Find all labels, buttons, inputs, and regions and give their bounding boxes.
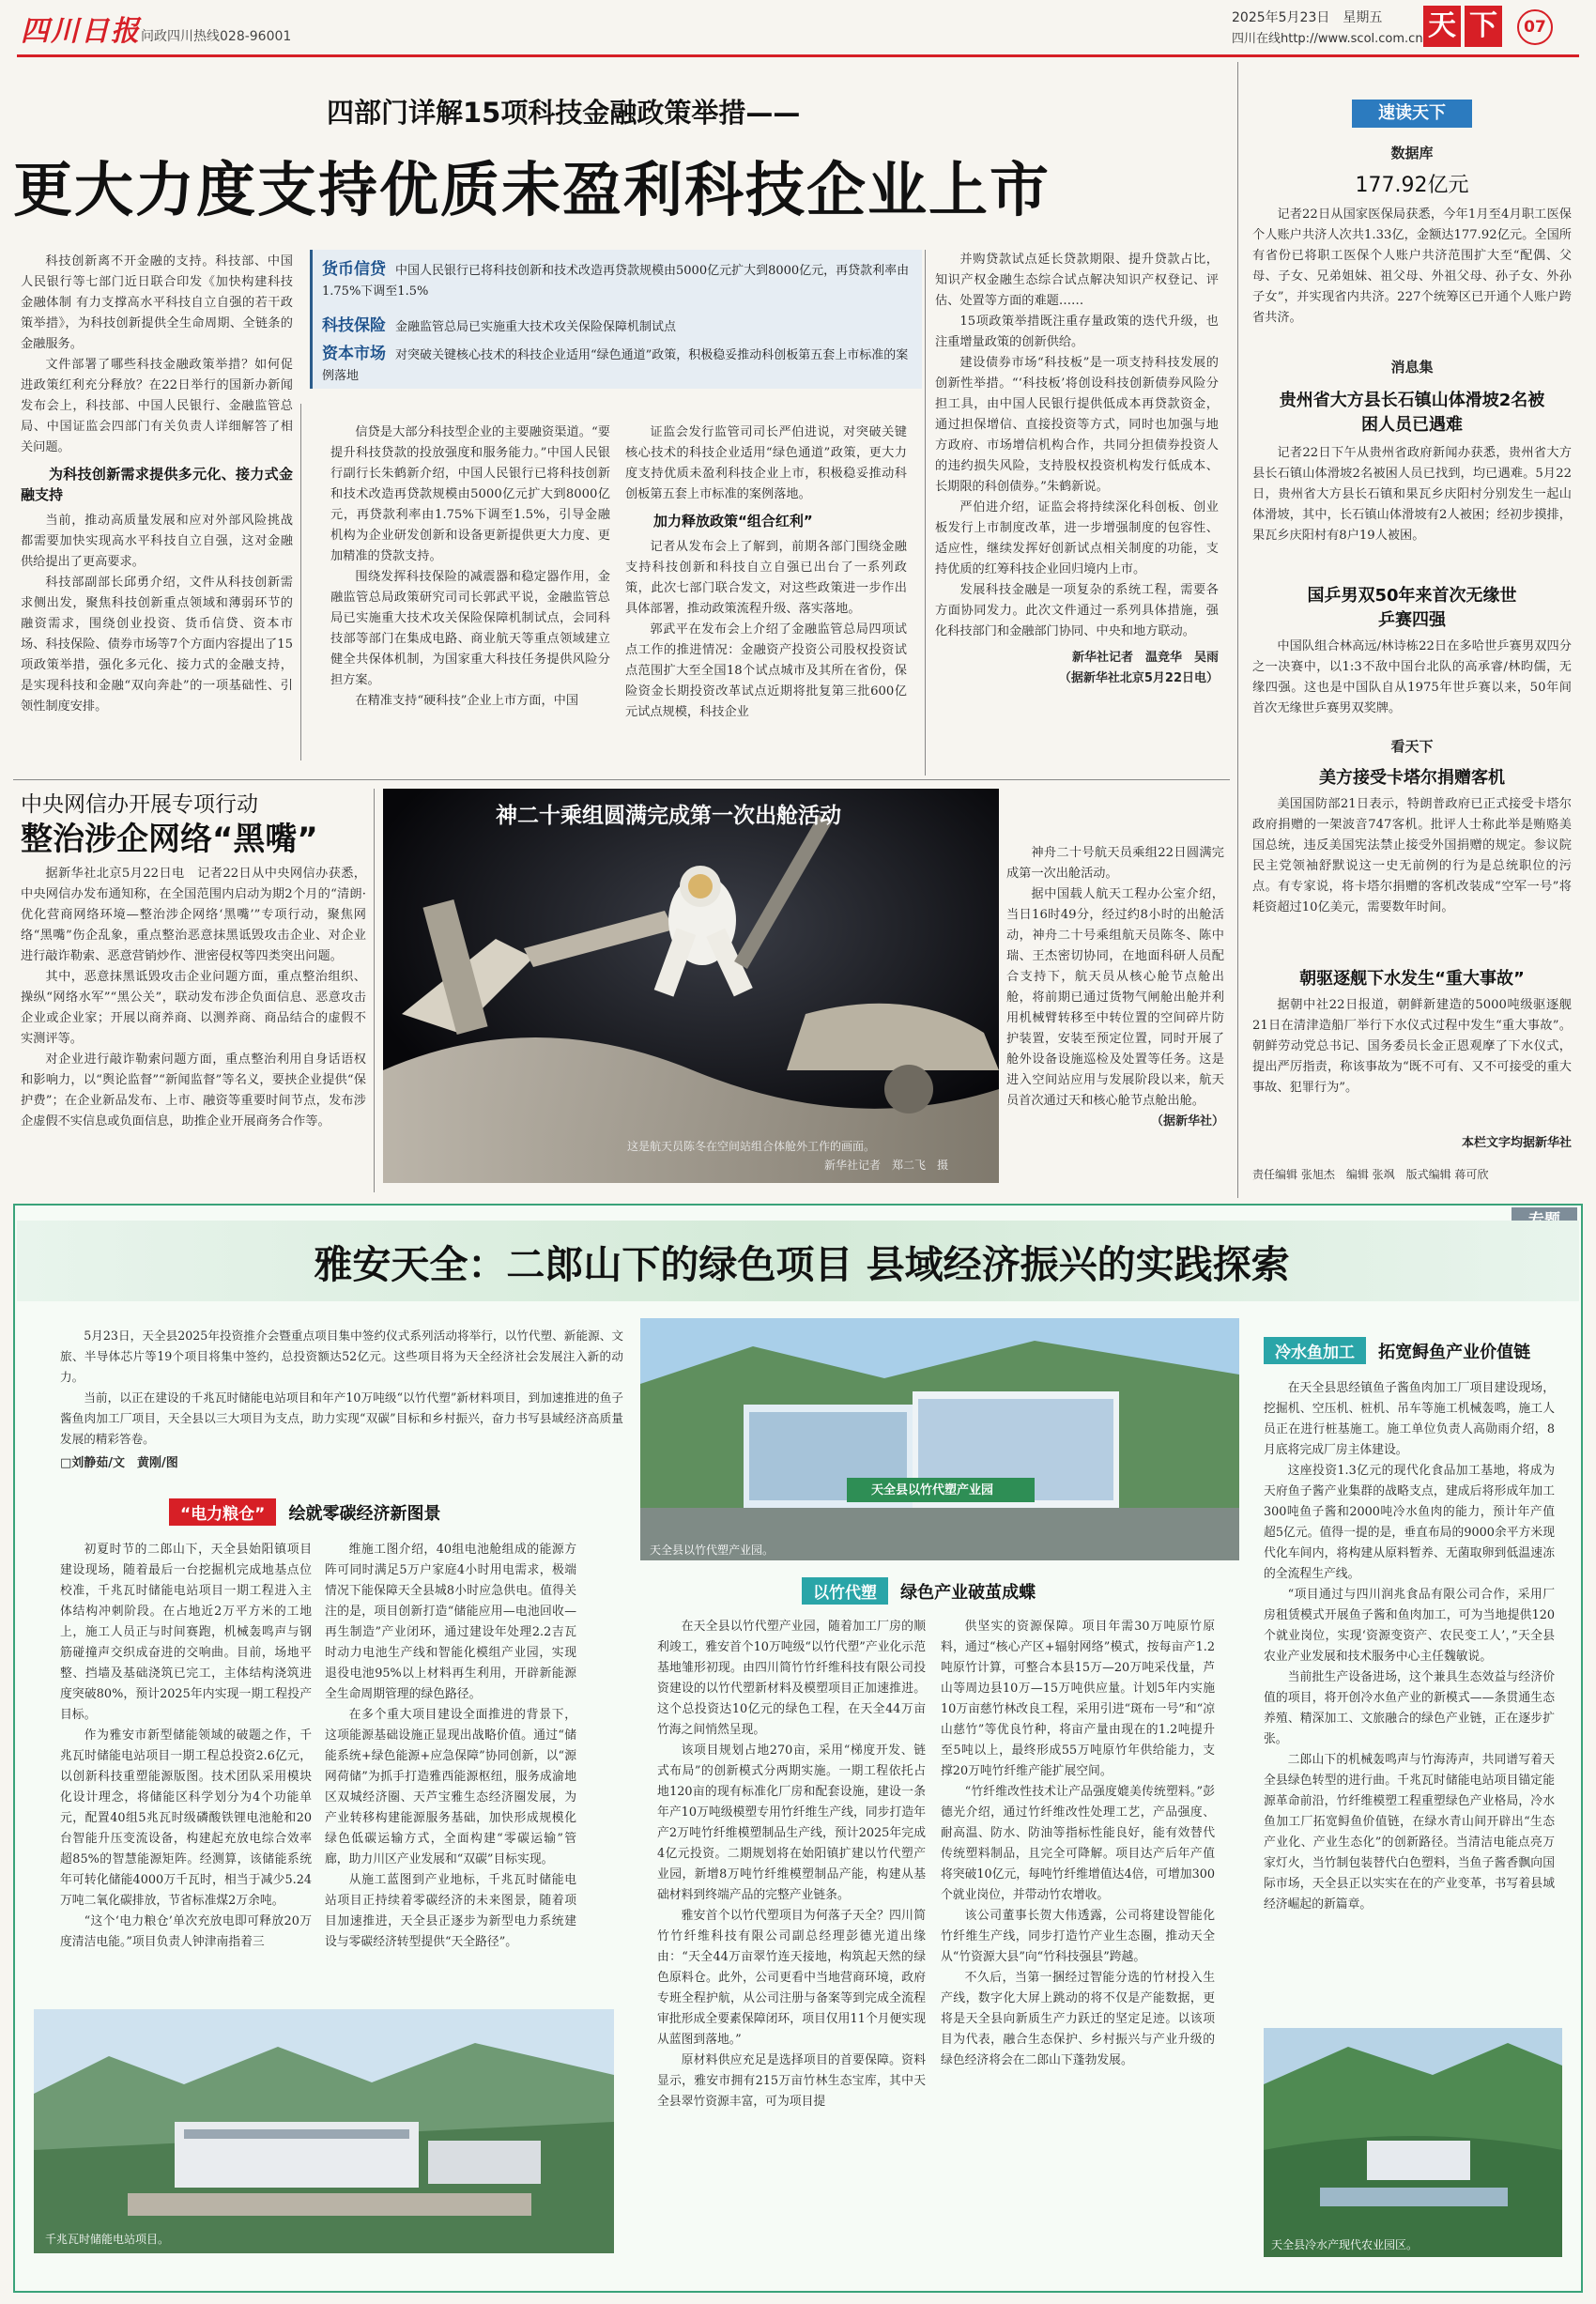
hotline: 问政四川热线028-96001 [141, 29, 292, 44]
paragraph: 据朝中社22日报道，朝鲜新建造的5000吨级驱逐舰21日在清津造船厂举行下水仪式过程中发生“重大事故”。朝鲜劳动党总书记、国务委员长金正恩观摩了下水仪式，提出严厉指责，称该事故为“既不可有、又不可接受的重大事故、犯罪行为”。 [1252, 998, 1572, 1095]
masthead-rule [17, 54, 1579, 57]
spacewalk-photo [383, 789, 999, 1183]
paragraph: “项目通过与四川润兆食品有限公司合作，采用厂房租赁模式开展鱼子酱和鱼肉加工，可为当地提供120个就业岗位，实现‘资源变资产、农民变工人’，”天全县农业产业发展和技术服务中心主任魏敏说。 [1264, 1588, 1555, 1664]
section-tag: 以竹代塑 [802, 1577, 888, 1605]
paragraph: 记者22日从国家医保局获悉，今年1月至4月职工医保个人账户共济人次共1.33亿，金额达177.92亿元。全国所有省份已将职工医保个人账户共济范围扩大至“配偶、父母、子女、兄弟姐妹、祖父母、外祖父母、孙子女、外孙子女”，并实现省内共济。227个统筹区已开通个人账户跨省共济。 [1252, 207, 1572, 325]
paragraph: 在天全县思经镇鱼子酱鱼肉加工厂项目建设现场，挖掘机、空压机、桩机、吊车等施工机械轰鸣，施工人员正在进行桩基施工。施工单位负责人高勋雨介绍，8月底将完成厂房主体建设。 [1264, 1381, 1555, 1457]
lead-col3 [625, 422, 907, 723]
page-number: 07 [1517, 9, 1553, 45]
news-text [1252, 637, 1572, 719]
news-text [1252, 995, 1572, 1098]
section-title: 拓宽鲟鱼产业价值链 [1378, 1343, 1531, 1362]
section-label: 数据库 [1390, 145, 1434, 161]
policy-text: 金融监管总局已实施重大技术攻关保险保障机制试点 [395, 320, 677, 334]
fish-park-illustration [1264, 2028, 1562, 2257]
cyber-kicker: 中央网信办开展专项行动 [21, 792, 258, 817]
paragraph: 在精准支持“硬科技”企业上市方面，中国 [355, 694, 579, 708]
fish-park-photo [1264, 2028, 1562, 2257]
section-char: 天 [1423, 6, 1461, 47]
paragraph: 记者22日下午从贵州省政府新闻办获悉，贵州省大方县长石镇山体滑坡2名被困人员已找到，均已遇难。5月22日，贵州省大方县长石镇和果瓦乡庆阳村分别发生一起山体滑坡，其中，长石镇山体滑坡有2人被困；经初步摸排，果瓦乡庆阳村有8户19人被困。 [1252, 446, 1572, 543]
db-text [1252, 205, 1572, 329]
paragraph: 在天全县以竹代塑产业园，随着加工厂房的顺利竣工，雅安首个10万吨级“以竹代塑”产业化示范基地雏形初现。由四川简竹竹纤维科技有限公司投资建设的以竹代塑新材料及模塑项目正加速推进。这个总投资达10亿元的绿色工程，在天全44万亩竹海之间悄然呈现。 [657, 1620, 926, 1737]
sec1-col1 [60, 1540, 312, 1953]
paragraph: 中国队组合林高远/林诗栋22日在多哈世乒赛男双四分之一决赛中，以1:3不敌中国台北队的高承睿/林昀儒，无缘四强。这也是中国队自从1975年世乒赛以来，50年间首次无缘世乒赛男双奖牌。 [1252, 639, 1572, 715]
sec3-heading [1264, 1337, 1530, 1364]
section-label: 看天下 [1390, 738, 1434, 755]
bamboo-park-illustration [640, 1318, 1239, 1560]
website: 四川在线http://www.scol.com.cn [1232, 32, 1423, 46]
divider [13, 779, 1230, 780]
news-title: 贵州省大方县长石镇山体滑坡2名被困人员已遇难 [1279, 391, 1545, 435]
paragraph: 证监会发行监管司司长严伯进说，对突破关键核心技术的科技企业适用“绿色通道”政策，更大力度支持优质未盈利科技企业上市，积极稳妥推动科创板第五套上市标准的案例落地。 [625, 425, 907, 501]
paragraph: 当前，推动高质量发展和应对外部风险挑战都需要加快实现高水平科技自立自强，这对金融供给提出了更高要求。 [21, 514, 293, 569]
lead-col2 [330, 422, 610, 712]
policy-item [322, 315, 913, 338]
paragraph: 并购贷款试点延长贷款期限、提升贷款占比，知识产权金融生态综合试点解决知识产权登记、评估、处置等方面的难题…… [935, 253, 1219, 308]
db-value: 177.92亿元 [1355, 174, 1469, 197]
paragraph: 这座投资1.3亿元的现代化食品加工基地，将成为天府鱼子酱产业集群的战略支点，建成后将形成年加工300吨鱼子酱和2000吨冷水鱼肉的能力，预计年产值超5亿元。值得一提的是，垂直布局的9000余平方米现代化车间内，将构建从原料暂养、无菌取卵到低温速冻的全流程生产线。 [1264, 1464, 1555, 1581]
photo-credit: 新华社记者 郑二飞 摄 [824, 1159, 949, 1172]
paragraph: 科技部副部长邱勇介绍，文件从科技创新需求侧出发，聚焦科技创新重点领域和薄弱环节的融资需求，围绕创业投资、货币信贷、资本市场、科技保险、债券市场等7个方面内容提出了15项政策举措，强化多元化、接力式的金融支持，是实现科技和金融“双向奔赴”的一项基础性、引领性制度安排。 [21, 576, 293, 714]
lead-col1 [21, 252, 293, 717]
newspaper-logo: 四川日报 [21, 15, 141, 48]
paragraph: 据中国载人航天工程办公室介绍，当日16时49分，经过约8小时的出舱活动，神舟二十号乘组航天员陈冬、陈中瑞、王杰密切协同，在地面科研人员配合支持下，航天员从核心舱节点舱出舱，将前期已通过货物气闸舱出舱并利用机械臂转移至中转位置的空间碎片防护装置，安装至预定位置，同时开展了舱外设备设施巡检及处置等任务。这是进入空间站应用与发展阶段以来，航天员首次通过天和核心舱节点舱出舱。 [1006, 887, 1224, 1108]
paragraph: 对企业进行敲诈勒索问题方面，重点整治利用自身话语权和影响力，以“舆论监督”“新闻监督”等名义，要挟企业提供“保护费”；在企业新品发布、上市、融资等重要时间节点，发布涉企虚假不实信息或负面信息，助推企业开展商务合作等。 [21, 1052, 366, 1129]
storage-station-photo [34, 2009, 614, 2253]
photo-caption: 天全县冷水产现代农业园区。 [1271, 2238, 1419, 2251]
paragraph: 该公司董事长贺大伟透露，公司将建设智能化竹纤维生产线，同步打造竹产业生态圈，推动天全从“竹资源大县”向“竹科技强县”跨越。 [941, 1909, 1215, 1964]
lead-col4 [935, 250, 1219, 689]
park-sign: 天全县以竹代塑产业园 [871, 1483, 994, 1498]
divider [925, 250, 926, 776]
section-name [1423, 6, 1502, 47]
news-title: 国乒男双50年来首次无缘世乒赛四强 [1307, 586, 1517, 630]
paragraph: 当前批生产设备进场，这个兼具生态效益与经济价值的项目，将开创冷水鱼产业的新模式——条贯通生态养殖、精深加工、文旅融合的绿色产业链，正在逐步扩张。 [1264, 1670, 1555, 1746]
dateline: （据新华社北京5月22日电） [1058, 671, 1219, 685]
subheading: 为科技创新需求提供多元化、接力式金融支持 [21, 466, 293, 503]
paragraph: 二郎山下的机械轰鸣声与竹海涛声，共同谱写着天全县绿色转型的进行曲。千兆瓦时储能电站项目锚定能源革命前沿，竹纤维模塑工程重塑绿色产业格局，冷水鱼加工厂拓宽鲟鱼价值链，在绿水青山间开辟出“生态产业化、产业生态化”的创新路径。当清洁电能点亮万家灯火，当竹制包装替代白色塑料，当鱼子酱香飘向国际市场，天全县正以实实在在的产业变革，书写着县域经济崛起的新篇章。 [1264, 1753, 1555, 1912]
paragraph: 维施工图介绍，40组电池舱组成的能源方阵可同时满足5万户家庭4小时用电需求，极端情况下能保障天全县城8小时应急供电。值得关注的是，项目创新打造“储能应用—电池回收—再生制造”产业闭环，通过建设年处理2.2吉瓦时动力电池生产线和智能化模组产业园，实现退役电池95%以上材料再生利用，开辟新能源全生命周期管理的绿色路径。 [325, 1543, 576, 1701]
policy-tag: 货币信贷 [322, 260, 386, 279]
lead-headline: 更大力度支持优质未盈利科技企业上市 [13, 156, 1051, 224]
sec2-heading [802, 1577, 1036, 1605]
policy-item [322, 344, 913, 387]
paragraph: 文件部署了哪些科技金融政策举措？如何促进政策红利充分释放？在22日举行的国新办新闻发布会上，科技部、中国人民银行、金融监管总局、中国证监会四部门有关负责人详细解答了相关问题。 [21, 358, 293, 454]
news-title: 美方接受卡塔尔捐赠客机 [1319, 768, 1505, 788]
news-title: 朝驱逐舰下水发生“重大事故” [1299, 969, 1525, 989]
source: （据新华社） [1150, 1114, 1224, 1129]
paragraph: 建设债券市场“科技板”是一项支持科技发展的创新性举措。“‘科技板’将创设科技创新债券风险分担工具，由中国人民银行提供低成本再贷款资金，通过担保增信、直接投资等方式，同时也加强与地方政府、市场增信机构合作，共同分担债券投资人的违约损失风险，支持股权投资机构发行低成本、长期限的科创债券。”朱鹤新说。 [935, 356, 1219, 494]
paragraph: 供坚实的资源保障。项目年需30万吨原竹原料，通过“核心产区+辐射网络”模式，按每亩产1.2吨原竹计算，可整合本县15万—20万吨采伐量，芦山等周边县10万—15万吨供应量。计划5年内实施10万亩慈竹林改良工程，采用引进“斑布一号”和“凉山慈竹”等优良竹种，将亩产量由现在的1.2吨提升至5吨以上，最终形成55万吨原竹年供给能力，支撑20万吨竹纤维产能扩展空间。 [941, 1620, 1215, 1778]
paragraph: 据新华社北京5月22日电 记者22日从中央网信办获悉，中央网信办发布通知称，在全国范围内启动为期2个月的“清朗·优化营商网络环境—整治涉企网络‘黑嘴’”专项行动，聚焦网络“黑嘴”伤企乱象，重点整治恶意抹黑诋毁攻击企业、对企业进行敲诈勒索、恶意营销炒作、泄密侵权等四类突出问题。 [21, 867, 366, 963]
byline: □刘静茹/文 黄刚/图 [60, 1456, 178, 1470]
sec1-heading [169, 1498, 440, 1526]
cyber-body [21, 864, 366, 1132]
news-text [1252, 794, 1572, 918]
sec1-col2 [325, 1540, 576, 1953]
sidebar [1247, 66, 1577, 1192]
paragraph: 作为雅安市新型储能领域的破题之作，千兆瓦时储能电站项目一期工程总投资2.6亿元，以创新科技重塑能源版图。技术团队采用模块化设计理念，将储能区科学划分为4个功能单元，配置40组5兆瓦时级磷酸铁锂电池舱和20台智能升压变流设备，构建起充放电综合效率超85%的智慧能源矩阵。经测算，该储能系统年可转化储能4000万千瓦时，相当于减少5.24万吨二氧化碳排放，节省标准煤2万余吨。 [60, 1728, 312, 1908]
policy-item [322, 259, 913, 302]
policy-tag: 资本市场 [322, 345, 386, 363]
section-label: 消息集 [1390, 359, 1434, 376]
policy-box [310, 250, 922, 389]
policy-text: 对突破关键核心技术的科技企业适用“绿色通道”政策，积极稳妥推动科创板第五套上市标准的案例落地 [322, 348, 909, 383]
lead-kicker: 四部门详解15项科技金融政策举措—— [327, 97, 801, 129]
paragraph: 发展科技金融是一项复杂的系统工程，需要各方面协同发力。此次文件通过一系列具体措施，强化科技部门和金融部门协同、中央和地方联动。 [935, 583, 1219, 638]
section-title: 绘就零碳经济新图景 [288, 1504, 441, 1524]
divider [300, 404, 301, 760]
paragraph: 记者从发布会上了解到，前期各部门围绕金融支持科技创新和科技自立自强已出台了一系列政策，此次七部门联合发文，对这些政策进一步作出具体部署，推动政策流程升级、落实落地。 [625, 540, 907, 616]
subheading: 加力释放政策“组合红利” [653, 513, 813, 530]
paragraph: 围绕发挥科技保险的减震器和稳定器作用，金融监管总局政策研究司司长郭武平说，金融监管总局已实施重大技术攻关保险保障机制试点，会同科技部等部门在集成电路、商业航天等重点领域建立健全共保体机制，为国家重大科技任务提供风险分担方案。 [330, 570, 610, 687]
editors: 责任编辑 张旭杰 编辑 张飒 版式编辑 蒋可欣 [1252, 1168, 1489, 1181]
photo-caption: 千兆瓦时储能电站项目。 [45, 2233, 170, 2246]
section-tag: 冷水鱼加工 [1264, 1337, 1366, 1364]
paragraph: 神舟二十号航天员乘组22日圆满完成第一次出舱活动。 [1006, 846, 1224, 881]
paragraph: 当前，以正在建设的千兆瓦时储能电站项目和年产10万吨级“以竹代塑”新材料项目，到加速推进的鱼子酱鱼肉加工厂项目，天全县以三大项目为支点，助力实现“双碳”目标和乡村振兴，奋力书写县域经济高质量发展的精彩答卷。 [60, 1390, 623, 1446]
paragraph: “这个‘电力粮仓’单次充放电即可释放20万度清洁电能。”项目负责人钟津南指着三 [60, 1914, 312, 1949]
paragraph: 不久后，当第一捆经过智能分选的竹材投入生产线，数字化大屏上跳动的将不仅是产能数据，更将是天全县向新质生产力跃迁的坚定足迹。以该项目为代表，融合生态保护、乡村振兴与产业升级的绿色经济将会在二郎山下蓬勃发展。 [941, 1971, 1215, 2067]
signoff: 本栏文字均据新华社 [1461, 1136, 1572, 1150]
sec2-col1 [657, 1617, 926, 2112]
photo-caption: 天全县以竹代塑产业园。 [650, 1544, 775, 1557]
paragraph: 科技创新离不开金融的支持。科技部、中国人民银行等七部门近日联合印发《加快构建科技金融体制 有力支撑高水平科技自立自强的若干政策举措》，为科技创新提供全生命周期、全链条的金融服务。 [21, 254, 293, 351]
divider [374, 789, 375, 1192]
policy-tag: 科技保险 [322, 316, 386, 335]
paragraph: 美国国防部21日表示，特朗普政府已正式接受卡塔尔政府捐赠的一架波音747客机。批评人士称此举是贿赂美国总统，违反美国宪法禁止接受外国捐赠的规定。参议院民主党领袖舒默说这一史无前例的行为是总统职位的污点。有专家说，将卡塔尔捐赠的客机改装成“空军一号”将耗资超过10亿美元，需要数年时间。 [1252, 797, 1572, 914]
sec3-col [1264, 1378, 1555, 1915]
byline: 新华社记者 温竞华 吴雨 [1071, 651, 1219, 665]
photo-headline: 神二十乘组圆满完成第一次出舱活动 [496, 804, 841, 828]
feature-headline: 雅安天全：二郎山下的绿色项目 县域经济振兴的实践探索 [314, 1242, 1290, 1287]
paragraph: 郭武平在发布会上介绍了金融监管总局四项试点工作的推进情况：金融资产投资公司股权投资试点范围扩大至全国18个试点城市及其所在省份，保险资金长期投资改革试点近期将批复第三批600亿元试点规模，科技企业 [625, 622, 907, 719]
section-tag: “电力粮仓” [169, 1498, 276, 1526]
sec2-col2 [941, 1617, 1215, 2071]
space-body [1006, 843, 1224, 1132]
paragraph: 15项政策举措既注重存量政策的迭代升级，也注重增量政策的创新供给。 [935, 315, 1219, 349]
section-title: 绿色产业破茧成蝶 [900, 1583, 1036, 1603]
paragraph: 雅安首个以竹代塑项目为何落子天全？四川简竹竹纤维科技有限公司副总经理彭德光道出缘由：“天全44万亩翠竹连天接地，构筑起天然的绿色原料仓。此外，公司更看中当地营商环境，政府专班全程护航，从公司注册与备案等到完成全流程审批形成全要素保障闭环，项目仅用11个月便实现从蓝图到落地。” [657, 1909, 926, 2047]
paragraph: 该项目规划占地270亩，采用“梯度开发、链式布局”的创新模式分两期实施。一期工程依托占地120亩的现有标准化厂房和配套设施，建设一条年产10万吨级模塑专用竹纤维生产线，同步打造年产2万吨竹纤维模塑制品生产线，预计2025年完成4亿元投资。二期规划将在始阳镇扩建以竹代塑产业园，新增8万吨竹纤维模塑制品产能，构建从基础材料到终端产品的完整产业链条。 [657, 1743, 926, 1902]
section-char: 下 [1465, 6, 1502, 47]
sidebar-tag: 速读天下 [1352, 100, 1472, 128]
paragraph: 原材料供应充足是选择项目的首要保障。资料显示，雅安市拥有215万亩竹林生态宝库，其中天全县翠竹资源丰富，可为项目提 [657, 2053, 926, 2109]
cyber-headline: 整治涉企网络“黑嘴” [21, 821, 318, 858]
divider [1237, 62, 1238, 1198]
storage-station-illustration [34, 2009, 614, 2253]
paragraph: 从施工蓝图到产业地标，千兆瓦时储能电站项目正持续着零碳经济的未来图景，随着项目加速推进，天全县正逐步为新型电力系统建设与零碳经济转型提供“天全路径”。 [325, 1873, 576, 1949]
paragraph: 在多个重大项目建设全面推进的背景下，这项能源基础设施正显现出战略价值。通过“储能系统+绿色能源+应急保障”协同创新，以“源网荷储”为抓手打造雅西能源枢纽，服务成渝地区双城经济圈、天芦宝雅生态经济圈发展，为产业转移构建能源服务基础，加快形成规模化绿色低碳运输方式，全面构建“零碳运输”管廊，助力川区产业发展和“双碳”目标实现。 [325, 1708, 576, 1866]
feature-intro [60, 1326, 623, 1474]
news-text [1252, 443, 1572, 546]
photo-caption: 这是航天员陈冬在空间站组合体舱外工作的画面。 [627, 1140, 876, 1153]
paragraph: 5月23日，天全县2025年投资推介会暨重点项目集中签约仪式系列活动将举行，以竹代塑、新能源、文旅、半导体芯片等19个项目将集中签约，总投资额达52亿元。这些项目将为天全经济社会发展注入新的动力。 [60, 1329, 623, 1384]
bamboo-park-photo [640, 1318, 1239, 1560]
paragraph: “竹纤维改性技术让产品强度媲美传统塑料。”彭德光介绍，通过竹纤维改性处理工艺，产品强度、耐高温、防水、防油等指标性能良好，能有效替代传统塑料制品，且完全可降解。项目达产后年产值将突破10亿元，每吨竹纤维增值达4倍，可增加300个就业岗位，并带动竹农增收。 [941, 1785, 1215, 1902]
paragraph: 信贷是大部分科技型企业的主要融资渠道。“要提升科技贷款的投放强度和服务能力。”中国人民银行副行长朱鹤新介绍，中国人民银行已将科技创新和技术改造再贷款规模由5000亿元扩大到8000亿元，再贷款利率由1.75%下调至1.5%，引导金融机构为企业研发创新和设备更新提供更大力度、更加精准的贷款支持。 [330, 425, 610, 563]
paragraph: 严伯进介绍，证监会将持续深化科创板、创业板发行上市制度改革，进一步增强制度的包容性、适应性，继续发挥好创新试点相关制度的功能，支持优质的红筹科技企业回归境内上市。 [935, 500, 1219, 576]
policy-text: 中国人民银行已将科技创新和技术改造再贷款规模由5000亿元扩大到8000亿元，再贷款利率由1.75%下调至1.5% [322, 264, 910, 299]
spacewalk-illustration [383, 789, 999, 1183]
issue-date: 2025年5月23日 星期五 [1232, 10, 1383, 25]
paragraph: 其中，恶意抹黑诋毁攻击企业问题方面，重点整治组织、操纵“网络水军”“黑公关”，联动发布涉企负面信息、恶意攻击企业或企业家；开展以商养商、以测养商、商品结合的虚假不实测评等。 [21, 970, 366, 1046]
paragraph: 初夏时节的二郎山下，天全县始阳镇项目建设现场，随着最后一台挖掘机完成地基点位校准，千兆瓦时储能电站项目一期工程进入主体结构冲刺阶段。在占地近2万平方米的工地上，施工人员正与时间赛跑，机械轰鸣声与钢筋碰撞声交织成奋进的交响曲。目前，场地平整、挡墙及基础浇筑已完工，主体结构浇筑进度突破80%，预计2025年内实现一期工程投产目标。 [60, 1543, 312, 1722]
masthead [0, 0, 1596, 58]
